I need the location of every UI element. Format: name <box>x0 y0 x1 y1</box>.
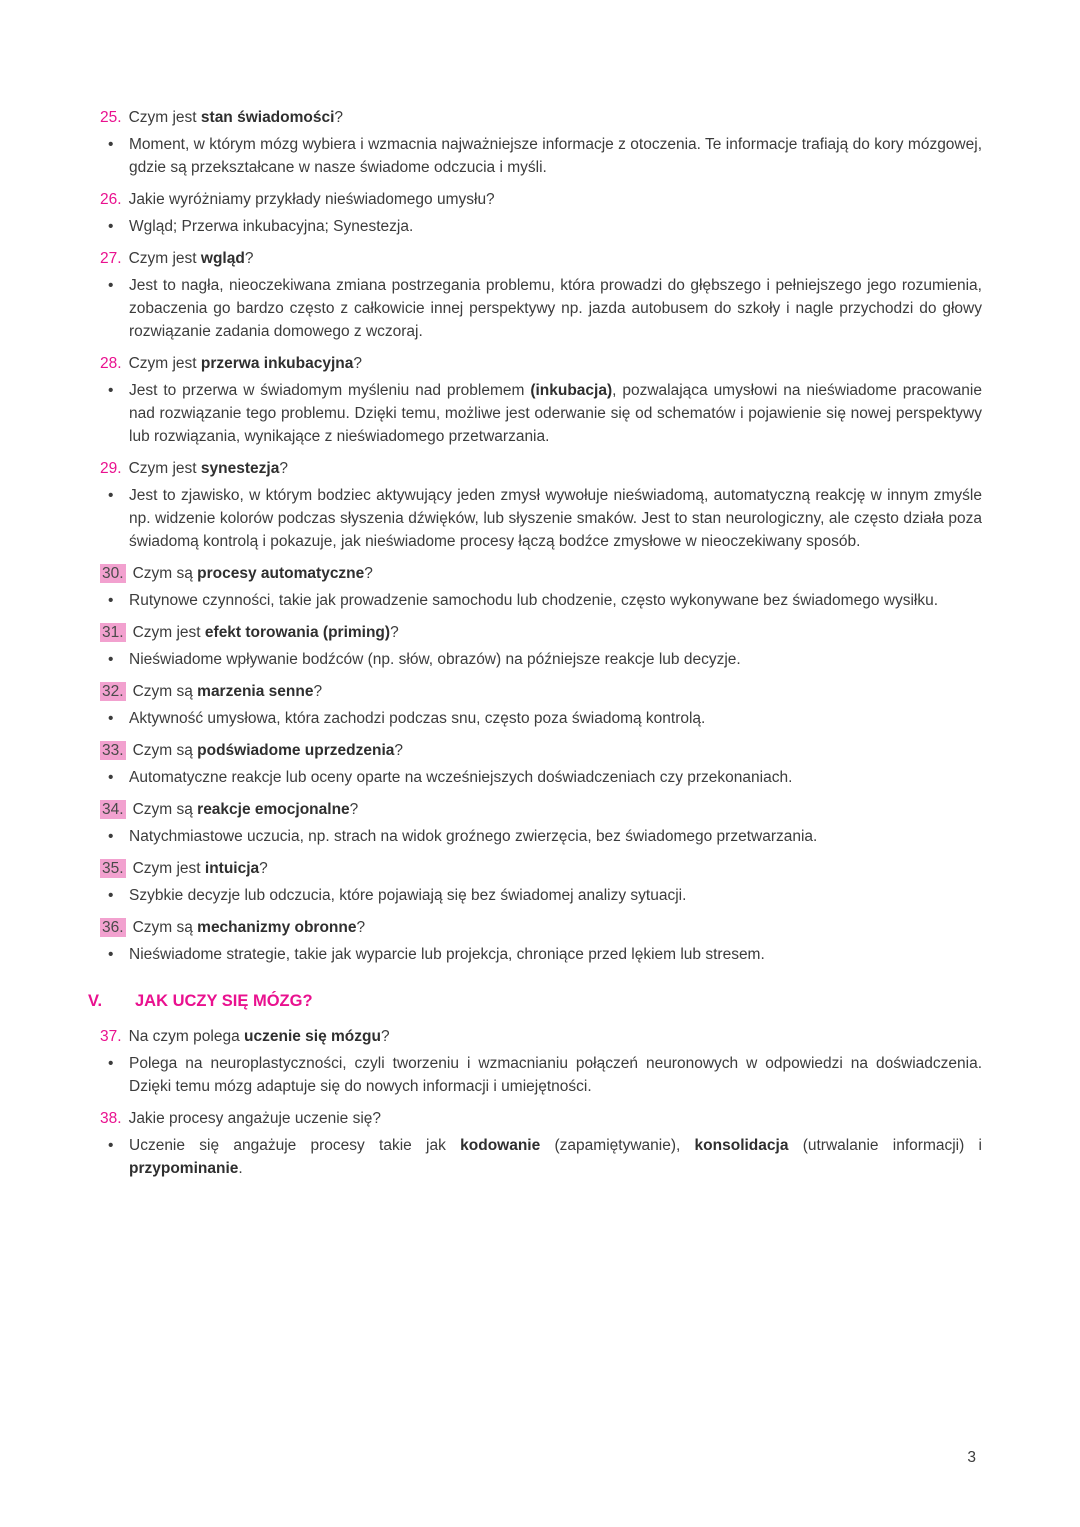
bullet-icon: • <box>108 769 114 786</box>
text-run: Na czym polega <box>128 1028 245 1045</box>
question-number: 27. <box>100 250 122 267</box>
question-text <box>129 109 343 126</box>
bullet-icon: • <box>108 946 114 963</box>
answer-text <box>129 274 982 343</box>
question-item <box>100 188 982 211</box>
section-numeral: V. <box>88 992 103 1010</box>
bullet-icon: • <box>108 136 114 153</box>
answer-item <box>100 1052 982 1098</box>
bold-term: intuicja <box>204 860 260 877</box>
question-number: 26. <box>100 191 122 208</box>
answer-item <box>100 484 982 553</box>
answer-text <box>129 766 982 789</box>
text-run: ? <box>353 355 363 372</box>
text-run: Czym są <box>132 683 198 700</box>
text-run: ? <box>259 860 268 877</box>
text-run: (utrwalanie informacji) i <box>788 1137 982 1154</box>
text-run: Czym jest <box>132 860 205 877</box>
text-run: Czym jest <box>128 250 201 267</box>
bold-term: (inkubacja) <box>530 382 613 399</box>
bold-term: uczenie się mózgu <box>244 1028 381 1045</box>
bold-term: przypominanie <box>129 1160 239 1177</box>
text-run: Nieświadome wpływanie bodźców (np. słów, obrazów) na późniejsze reakcje lub decyzje. <box>129 651 741 668</box>
text-run: Czym są <box>132 742 198 759</box>
question-number: 25. <box>100 109 122 126</box>
text-run: ? <box>356 919 366 936</box>
text-run: (zapamiętywanie), <box>540 1137 695 1154</box>
text-run: Czym jest <box>128 109 201 126</box>
question-item <box>100 916 982 939</box>
bold-term: procesy automatyczne <box>197 565 365 582</box>
question-text <box>129 460 288 477</box>
question-item <box>100 1107 982 1130</box>
question-number-highlighted: 35. <box>102 860 124 877</box>
question-text <box>133 801 359 818</box>
bullet-icon: • <box>108 487 114 504</box>
question-item <box>100 739 982 762</box>
question-text <box>133 919 366 936</box>
question-number-highlighted: 34. <box>102 801 124 818</box>
answer-item <box>100 133 982 179</box>
answer-text <box>129 133 982 179</box>
text-run: Czym jest <box>128 355 201 372</box>
answer-text <box>129 1052 982 1098</box>
text-run: Rutynowe czynności, takie jak prowadzenie samochodu lub chodzenie, często wykonywane bez świadomego wysiłku. <box>129 592 939 609</box>
bold-term: reakcje emocjonalne <box>197 801 350 818</box>
question-text <box>129 191 495 208</box>
text-run: Jest to nagła, nieoczekiwana zmiana postrzegania problemu, która prowadzi do głębszego i pełniejszego jego rozumienia, zobaczenia go bardzo często z całkowicie innej perspektywy np. jazda autobusem do szkoły i nagle przychodzi do głowy rozwiązanie zadania domowego z wczoraj. <box>129 277 982 340</box>
answer-item <box>100 589 982 612</box>
bullet-icon: • <box>108 1137 114 1154</box>
text-run: , pozwalająca umysłowi na nieświadome pracowanie nad rozwiązanie tego problemu. Dzięki temu, możliwe jest oderwanie się od schematów i pojawienie się nowej perspektywy lub rozwiązania, wynikające z nieświadomego przetwarzania. <box>129 382 982 445</box>
bold-term: podświadome uprzedzenia <box>197 742 395 759</box>
answer-text <box>129 1134 982 1180</box>
question-text <box>129 1110 381 1127</box>
answer-text <box>129 484 982 553</box>
section-heading <box>88 990 982 1013</box>
answer-text <box>129 707 982 730</box>
text-run: Jest to zjawisko, w którym bodziec aktywujący jeden zmysł wywołuje nieświadomą, automatyczną reakcję w innym zmyśle np. widzenie kolorów podczas słyszenia dźwięków, lub słyszenie smaków. Jest to stan neurologiczny, ale często działa poza świadomą kontrolą i pokazuje, jak nieświadome procesy łączą bodźce zmysłowe w nieoczekiwany sposób. <box>129 487 982 550</box>
answer-text <box>129 215 982 238</box>
answer-text <box>129 589 982 612</box>
answer-item <box>100 943 982 966</box>
bold-term: wgląd <box>200 250 245 267</box>
text-run: ? <box>279 460 288 477</box>
bullet-icon: • <box>108 1055 114 1072</box>
bold-term: konsolidacja <box>694 1137 789 1154</box>
bullet-icon: • <box>108 710 114 727</box>
question-item <box>100 857 982 880</box>
answer-item <box>100 707 982 730</box>
question-number: 29. <box>100 460 122 477</box>
answer-text <box>129 648 982 671</box>
bullet-icon: • <box>108 218 114 235</box>
text-run: ? <box>244 250 254 267</box>
question-number-highlighted: 36. <box>102 919 124 936</box>
answer-item <box>100 766 982 789</box>
question-number: 37. <box>100 1028 122 1045</box>
section-title: JAK UCZY SIĘ MÓZG? <box>135 992 313 1010</box>
text-run: ? <box>349 801 359 818</box>
text-run: Czym są <box>132 565 198 582</box>
bold-term: kodowanie <box>460 1137 541 1154</box>
question-text <box>129 250 254 267</box>
answer-item <box>100 884 982 907</box>
question-item <box>100 798 982 821</box>
question-item <box>100 352 982 375</box>
text-run: Czym jest <box>128 460 201 477</box>
text-run: Jakie procesy angażuje uczenie się? <box>128 1110 382 1127</box>
bold-term: synestezja <box>200 460 280 477</box>
question-number-highlighted: 33. <box>102 742 124 759</box>
bullet-icon: • <box>108 651 114 668</box>
text-run: Czym są <box>132 801 198 818</box>
answer-item <box>100 274 982 343</box>
question-number-highlighted: 30. <box>102 565 124 582</box>
bold-term: stan świadomości <box>200 109 335 126</box>
answer-item <box>100 379 982 448</box>
answer-text <box>129 884 982 907</box>
text-run: Nieświadome strategie, takie jak wyparcie lub projekcja, chroniące przed lękiem lub stresem. <box>129 946 765 963</box>
bold-term: przerwa inkubacyjna <box>200 355 354 372</box>
question-item <box>100 247 982 270</box>
text-run: ? <box>394 742 404 759</box>
text-run: . <box>238 1160 243 1177</box>
answer-item <box>100 215 982 238</box>
question-number: 28. <box>100 355 122 372</box>
bullet-icon: • <box>108 382 114 399</box>
answer-item <box>100 648 982 671</box>
question-number-highlighted: 32. <box>102 683 124 700</box>
bold-term: mechanizmy obronne <box>197 919 357 936</box>
question-text <box>129 1028 390 1045</box>
answer-item <box>100 1134 982 1180</box>
text-run: ? <box>390 624 399 641</box>
question-item <box>100 680 982 703</box>
qa-list <box>88 98 982 1189</box>
bullet-icon: • <box>108 828 114 845</box>
text-run: ? <box>334 109 344 126</box>
question-number-highlighted: 31. <box>102 624 124 641</box>
text-run: Aktywność umysłowa, która zachodzi podczas snu, często poza świadomą kontrolą. <box>129 710 706 727</box>
answer-text <box>129 825 982 848</box>
question-number: 38. <box>100 1110 122 1127</box>
bullet-icon: • <box>108 592 114 609</box>
text-run: Jakie wyróżniamy przykłady nieświadomego umysłu? <box>128 191 495 208</box>
question-item <box>100 562 982 585</box>
text-run: Czym są <box>132 919 198 936</box>
question-text <box>133 742 403 759</box>
question-text <box>133 624 399 641</box>
text-run: ? <box>364 565 373 582</box>
text-run: Polega na neuroplastyczności, czyli tworzeniu i wzmacnianiu połączeń neuronowych w odpowiedzi na doświadczenia. Dzięki temu mózg adaptuje się do nowych informacji i umiejętności. <box>129 1055 982 1095</box>
text-run: Natychmiastowe uczucia, np. strach na widok groźnego zwierzęcia, bez świadomego przetwarzania. <box>129 828 818 845</box>
question-item <box>100 621 982 644</box>
text-run: Moment, w którym mózg wybiera i wzmacnia najważniejsze informacje z otoczenia. Te informacje trafiają do kory mózgowej, gdzie są przekształcane w nasze świadome odczucia i myśli. <box>129 136 982 176</box>
page-number: 3 <box>967 1449 976 1466</box>
text-run: ? <box>313 683 323 700</box>
question-text <box>133 565 373 582</box>
question-text <box>133 683 323 700</box>
question-item <box>100 106 982 129</box>
bold-term: marzenia senne <box>197 683 314 700</box>
text-run: ? <box>380 1028 390 1045</box>
question-item <box>100 457 982 480</box>
bold-term: efekt torowania (priming) <box>204 624 391 641</box>
question-text <box>133 860 268 877</box>
answer-text <box>129 943 982 966</box>
question-text <box>129 355 362 372</box>
bullet-icon: • <box>108 277 114 294</box>
text-run: Czym jest <box>132 624 205 641</box>
text-run: Szybkie decyzje lub odczucia, które pojawiają się bez świadomej analizy sytuacji. <box>129 887 687 904</box>
text-run: Automatyczne reakcje lub oceny oparte na wcześniejszych doświadczeniach czy przekonaniach. <box>129 769 793 786</box>
bullet-icon: • <box>108 887 114 904</box>
question-item <box>100 1025 982 1048</box>
text-run: Jest to przerwa w świadomym myśleniu nad problemem <box>129 382 531 399</box>
text-run: Wgląd; Przerwa inkubacyjna; Synestezja. <box>129 218 414 235</box>
answer-text <box>129 379 982 448</box>
answer-item <box>100 825 982 848</box>
text-run: Uczenie się angażuje procesy takie jak <box>129 1137 461 1154</box>
